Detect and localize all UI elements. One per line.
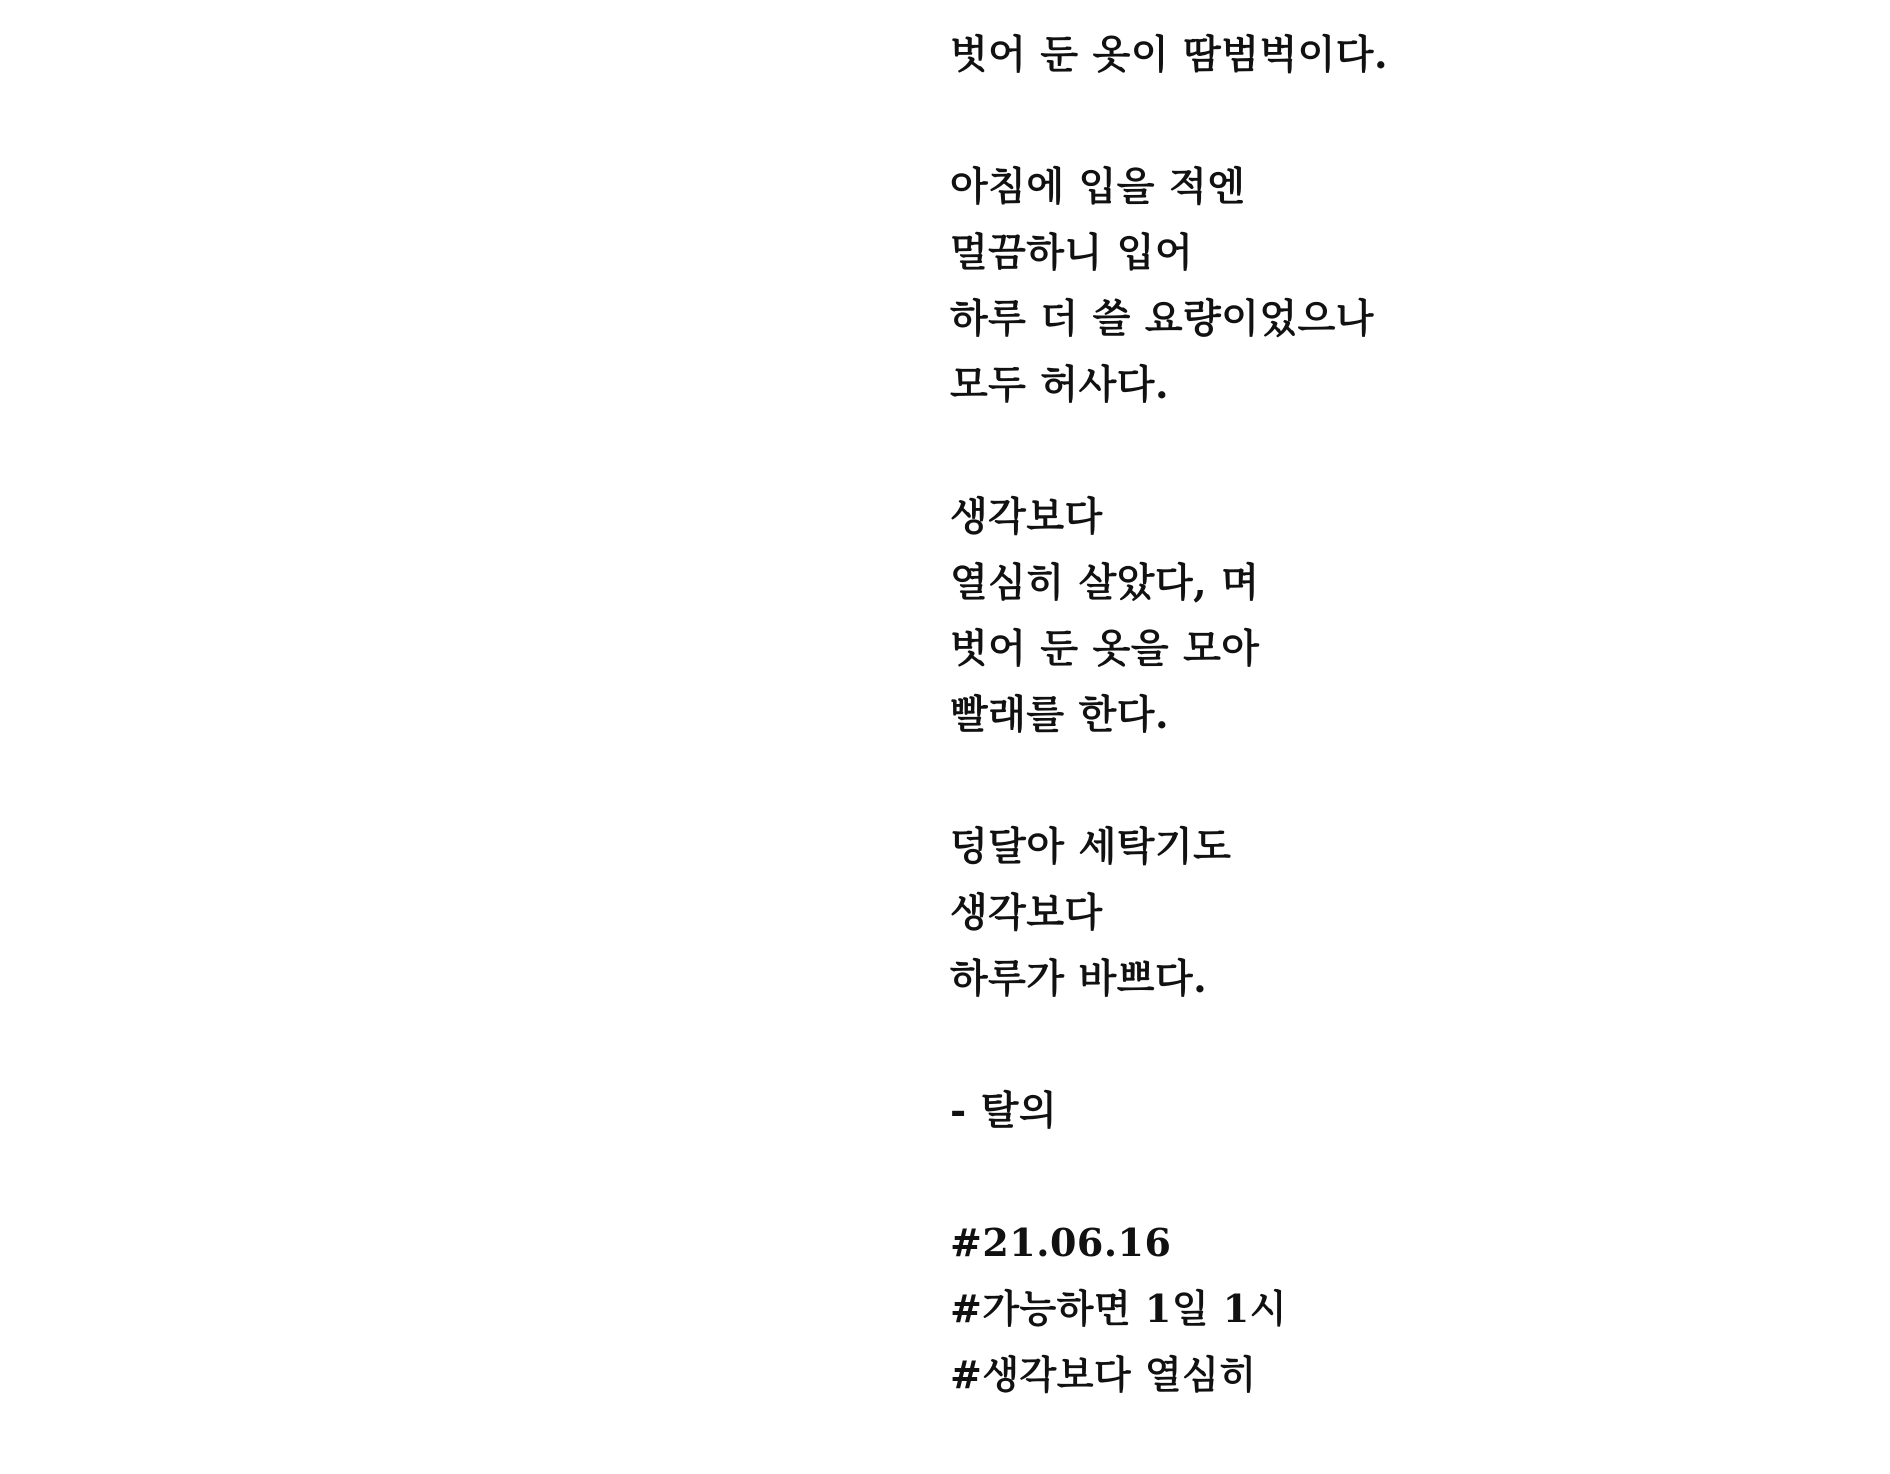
poem-line: 하루가 바쁘다. bbox=[950, 956, 1208, 1002]
poem-line: 생각보다 bbox=[950, 494, 1103, 540]
poem-text bbox=[950, 22, 1850, 1474]
hashtag: #가능하면 1일 1시 bbox=[950, 1286, 1287, 1331]
poem-line: 생각보다 bbox=[950, 890, 1103, 936]
poem-line: 모두 허사다. bbox=[950, 362, 1170, 408]
poem-line: 멀끔하니 입어 bbox=[950, 230, 1194, 276]
poem-line: 벗어 둔 옷이 땀범벅이다. bbox=[950, 32, 1389, 78]
poem-line: 하루 더 쓸 요량이었으나 bbox=[950, 296, 1374, 342]
stanza-3 bbox=[950, 484, 1850, 748]
stanza-2 bbox=[950, 154, 1850, 418]
hashtag: #생각보다 열심히 bbox=[950, 1352, 1257, 1397]
poem-line: 덩달아 세탁기도 bbox=[950, 824, 1232, 870]
hashtag-block bbox=[950, 1210, 1850, 1408]
stanza-4 bbox=[950, 814, 1850, 1012]
poem-line: 벗어 둔 옷을 모아 bbox=[950, 626, 1260, 672]
stanza-1 bbox=[950, 22, 1850, 88]
poem-title-signature bbox=[950, 1078, 1850, 1144]
poem-line: 아침에 입을 적엔 bbox=[950, 164, 1246, 210]
hashtag-date: #21.06.16 bbox=[950, 1220, 1172, 1265]
poem-title: - 탈의 bbox=[950, 1088, 1058, 1134]
poem-line: 열심히 살았다, 며 bbox=[950, 560, 1260, 606]
poem-line: 빨래를 한다. bbox=[950, 692, 1170, 738]
